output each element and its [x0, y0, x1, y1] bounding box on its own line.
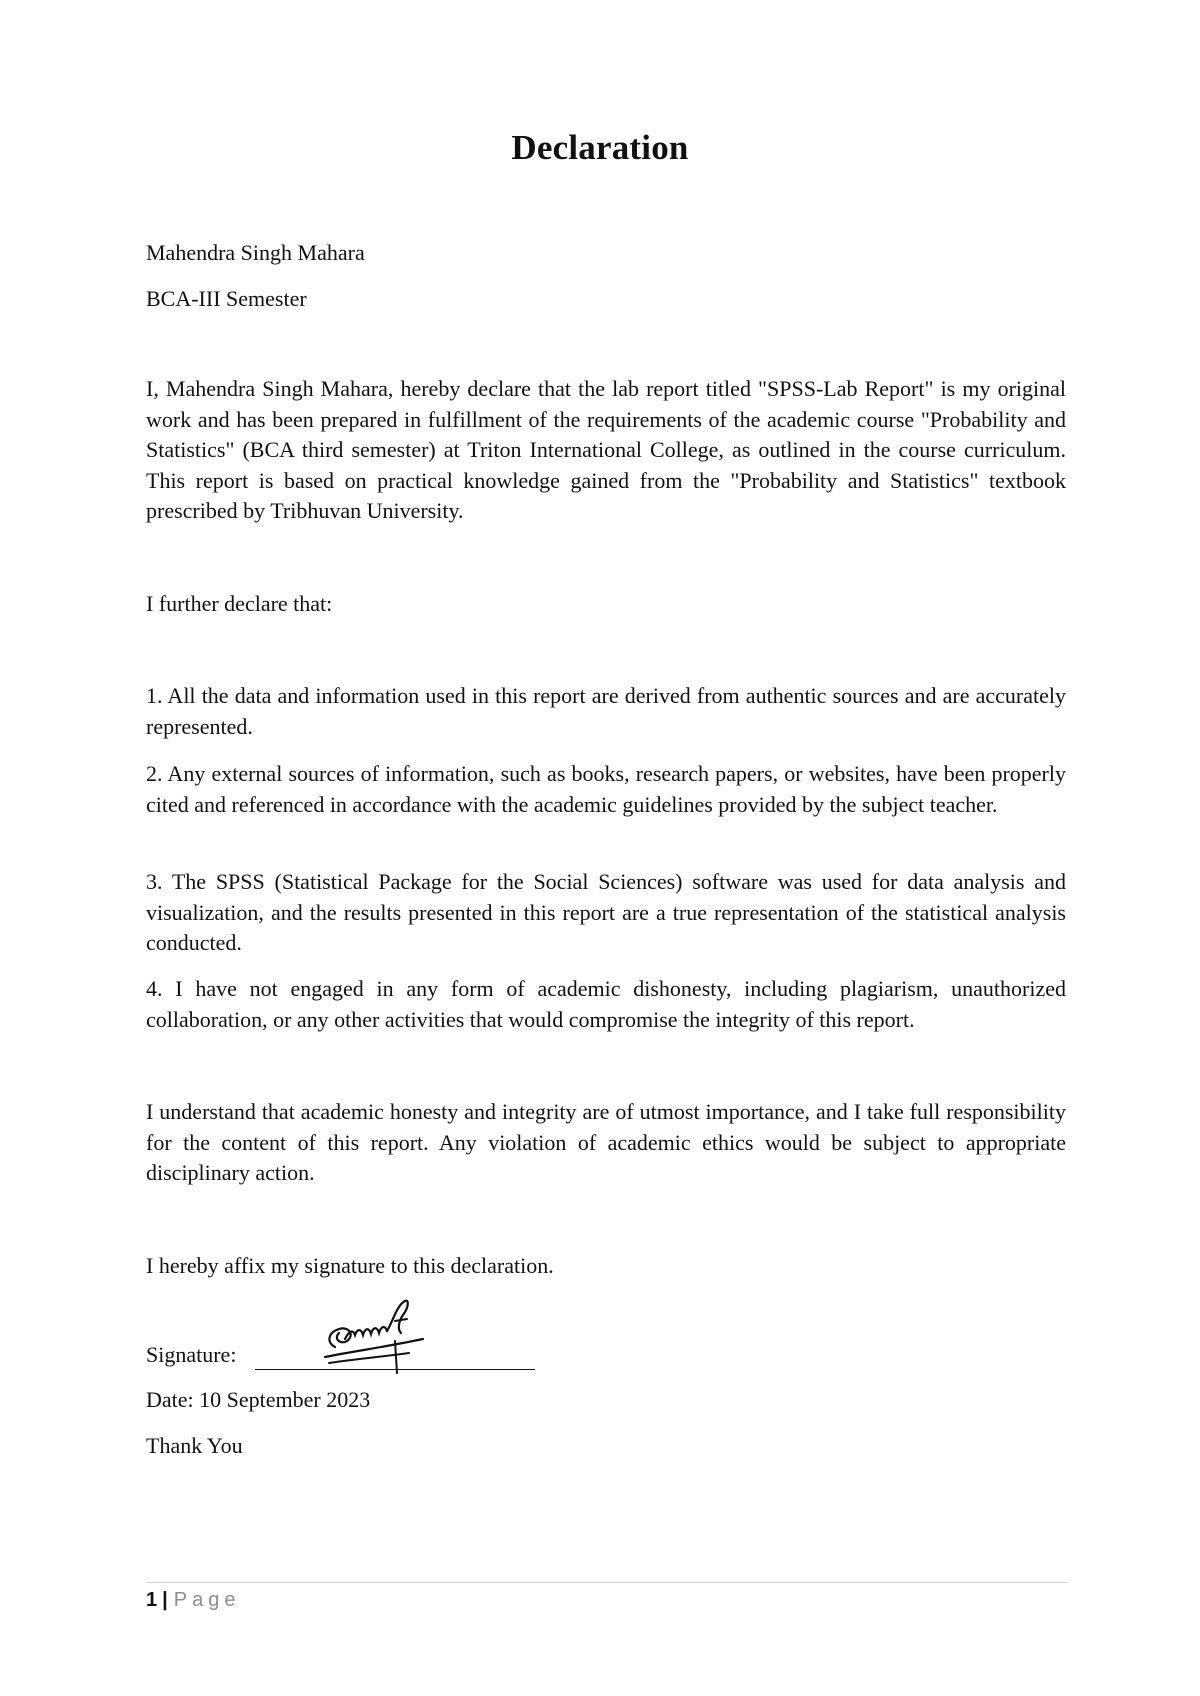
closing-text: Thank You — [146, 1433, 243, 1458]
declaration-point-1: 1. All the data and information used in this report are derived from authentic sources and are accurately represented. — [146, 683, 1066, 739]
signature-date: Date: 10 September 2023 — [146, 1387, 371, 1412]
author-name: Mahendra Singh Mahara — [146, 240, 365, 265]
signature-label: Signature: — [146, 1342, 237, 1367]
affix-statement: I hereby affix my signature to this declaration. — [146, 1253, 554, 1278]
declaration-point-3: 3. The SPSS (Statistical Package for the Social Sciences) software was used for data analysis and visualization, and the results presented in this report are a true representation of the statistical analysis conducted. — [146, 869, 1066, 955]
page-number: 1 — [146, 1589, 158, 1611]
semester: BCA-III Semester — [146, 286, 307, 311]
page-footer — [146, 1589, 240, 1612]
intro-paragraph: I, Mahendra Singh Mahara, hereby declare that the lab report titled "SPSS-Lab Report" is my original work and has been prepared in fulfillment of the requirements of the academic course "Probability and Statistics" (BCA third semester) at Triton International College, as outlined in the course curriculum. This report is based on practical knowledge gained from the "Probability and Statistics" textbook prescribed by Tribhuvan University. — [146, 376, 1066, 523]
understanding-paragraph: I understand that academic honesty and integrity are of utmost importance, and I take full responsibility for the content of this report. Any violation of academic ethics would be subject to appropriate disciplinary action. — [146, 1099, 1066, 1185]
footer-divider — [146, 1582, 1068, 1583]
further-declare-heading: I further declare that: — [146, 591, 333, 616]
declaration-point-2: 2. Any external sources of information, such as books, research papers, or websites, have been properly cited and referenced in accordance with the academic guidelines provided by the subject teacher. — [146, 761, 1066, 817]
footer-separator: | — [162, 1589, 168, 1611]
handwritten-signature — [305, 1295, 445, 1375]
declaration-point-4: 4. I have not engaged in any form of academic dishonesty, including plagiarism, unauthorized collaboration, or any other activities that would compromise the integrity of this report. — [146, 976, 1066, 1032]
page-label: Page — [173, 1589, 241, 1611]
page-title: Declaration — [511, 128, 689, 167]
